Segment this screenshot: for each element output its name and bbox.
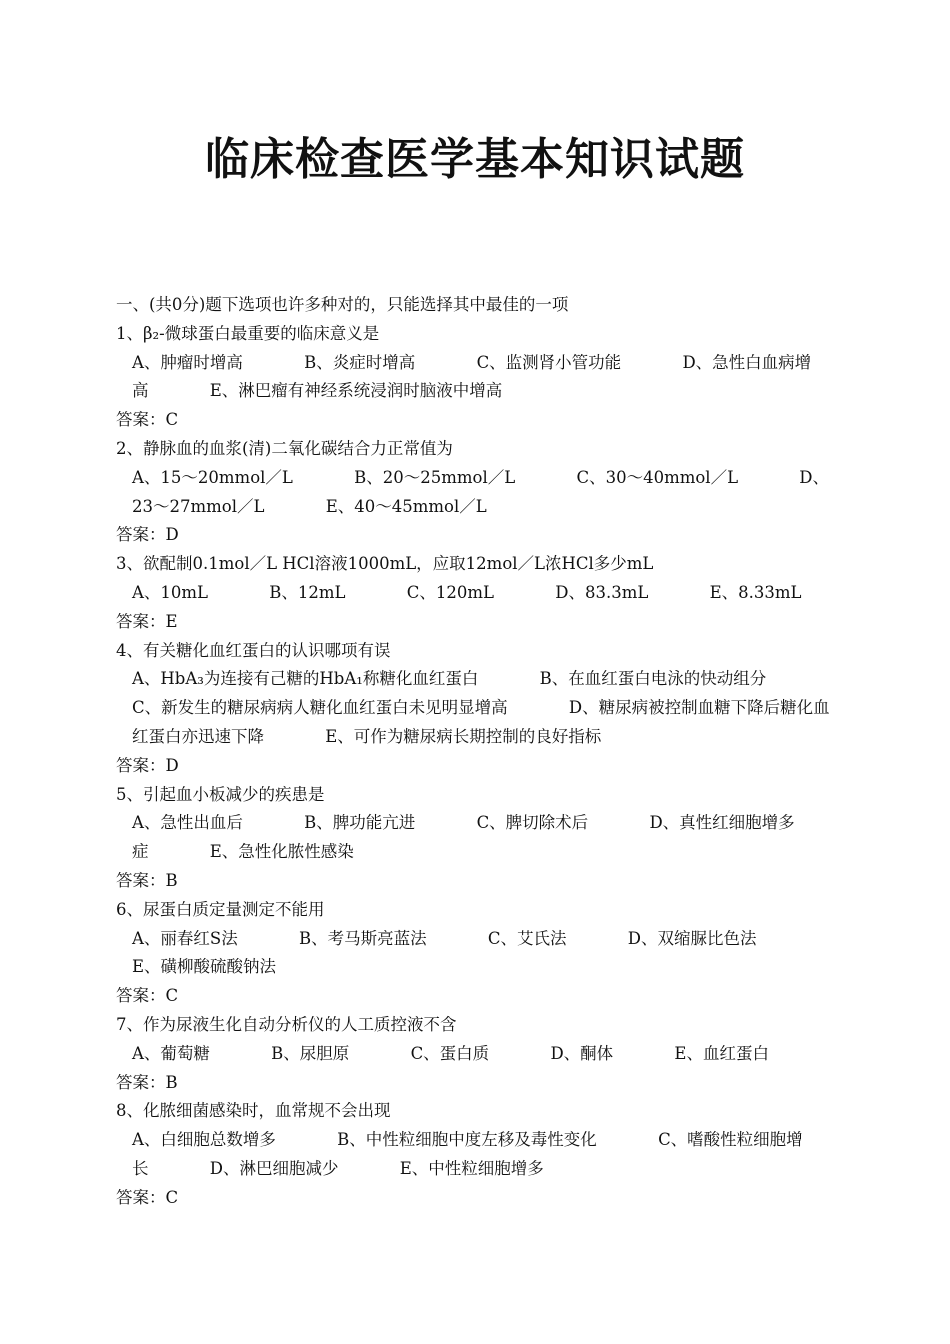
question-text: 7、作为尿液生化自动分析仪的人工质控液不含	[116, 1014, 457, 1034]
option-item: A、葡萄糖	[132, 1043, 210, 1063]
answer-text: 答案：B	[116, 1072, 178, 1092]
answer-text: 答案：C	[116, 410, 179, 430]
option-item: E、中性粒细胞增多	[399, 1158, 544, 1178]
option-item: A、HbA₃为连接有己糖的HbA₁称糖化血红蛋白	[132, 669, 479, 689]
answer-text: 答案：D	[116, 525, 179, 545]
option-item: B、在血红蛋白电泳的快动组分	[539, 669, 767, 689]
option-item: C、脾切除术后	[476, 813, 589, 833]
option-item: A、10mL	[132, 582, 209, 602]
option-item: C、嗜酸性粒细胞增长	[132, 1130, 803, 1178]
question-block	[116, 896, 834, 1011]
question-list	[116, 320, 834, 1213]
option-list	[116, 464, 834, 522]
option-item: C、30～40mmol／L	[576, 467, 739, 487]
option-item: A、15～20mmol／L	[132, 467, 293, 487]
option-list	[116, 925, 834, 983]
option-item: A、急性出血后	[132, 813, 243, 833]
answer-text: 答案：C	[116, 1187, 179, 1207]
option-item: A、肿瘤时增高	[132, 352, 243, 372]
option-item: E、急性化脓性感染	[209, 842, 354, 862]
option-item: C、120mL	[406, 582, 494, 602]
option-item: E、淋巴瘤有神经系统浸润时脑液中增高	[209, 381, 503, 401]
option-list	[116, 579, 834, 608]
option-item: C、艾氏法	[487, 928, 567, 948]
answer-text: 答案：E	[116, 611, 178, 631]
option-item: A、白细胞总数增多	[132, 1130, 276, 1150]
option-item: D、淋巴细胞减少	[209, 1158, 339, 1178]
answer-text: 答案：C	[116, 986, 179, 1006]
exam-body	[116, 291, 834, 1213]
option-item: B、脾功能亢进	[304, 813, 416, 833]
question-block	[116, 550, 834, 636]
option-list	[116, 349, 834, 407]
option-item: B、炎症时增高	[304, 352, 416, 372]
question-text: 6、尿蛋白质定量测定不能用	[116, 899, 325, 919]
option-item: E、可作为糖尿病长期控制的良好指标	[325, 726, 602, 746]
question-block	[116, 781, 834, 896]
option-item: B、12mL	[269, 582, 346, 602]
option-list	[116, 1040, 834, 1069]
option-item: D、双缩脲比色法	[627, 928, 757, 948]
option-list	[116, 809, 834, 867]
answer-text: 答案：B	[116, 870, 178, 890]
question-block	[116, 435, 834, 550]
option-list	[116, 1126, 834, 1184]
option-item: E、磺柳酸硫酸钠法	[132, 957, 277, 977]
option-item: E、血红蛋白	[674, 1043, 769, 1063]
option-item: E、8.33mL	[709, 582, 802, 602]
option-item: A、丽春红S法	[132, 928, 238, 948]
question-block	[116, 637, 834, 781]
question-text: 4、有关糖化血红蛋白的认识哪项有误	[116, 640, 391, 660]
question-text: 3、欲配制0.1mol／L HCl溶液1000mL，应取12mol／L浓HCl多少mL	[116, 554, 654, 574]
option-item: C、监测肾小管功能	[476, 352, 622, 372]
section-header: 一、(共0分)题下选项也许多种对的，只能选择其中最佳的一项	[116, 295, 569, 314]
option-item: D、23～27mmol／L	[132, 467, 830, 516]
page-title: 临床检查医学基本知识试题	[205, 134, 745, 185]
answer-text: 答案：D	[116, 755, 179, 775]
question-block	[116, 1097, 834, 1212]
option-item: D、83.3mL	[555, 582, 649, 602]
option-item: C、新发生的糖尿病病人糖化血红蛋白未见明显增高	[132, 698, 508, 718]
option-item: E、40～45mmol／L	[325, 496, 487, 516]
option-item: D、酮体	[550, 1043, 614, 1063]
question-text: 2、静脉血的血浆(清)二氧化碳结合力正常值为	[116, 438, 453, 458]
question-text: 1、β₂-微球蛋白最重要的临床意义是	[116, 323, 380, 343]
option-item: D、糖尿病被控制血糖下降后糖化血红蛋白亦迅速下降	[132, 698, 830, 746]
question-block	[116, 1011, 834, 1097]
option-item: B、尿胆原	[271, 1043, 350, 1063]
question-text: 5、引起血小板减少的疾患是	[116, 784, 325, 804]
option-item: D、急性白血病增高	[132, 352, 812, 401]
question-text: 8、化脓细菌感染时，血常规不会出现	[116, 1101, 391, 1121]
option-list	[116, 665, 834, 751]
option-item: C、蛋白质	[410, 1043, 490, 1063]
option-item: D、真性红细胞增多症	[132, 813, 795, 862]
option-item: B、20～25mmol／L	[354, 467, 516, 487]
option-item: B、考马斯亮蓝法	[298, 928, 427, 948]
question-block	[116, 320, 834, 435]
option-item: B、中性粒细胞中度左移及毒性变化	[337, 1130, 597, 1150]
